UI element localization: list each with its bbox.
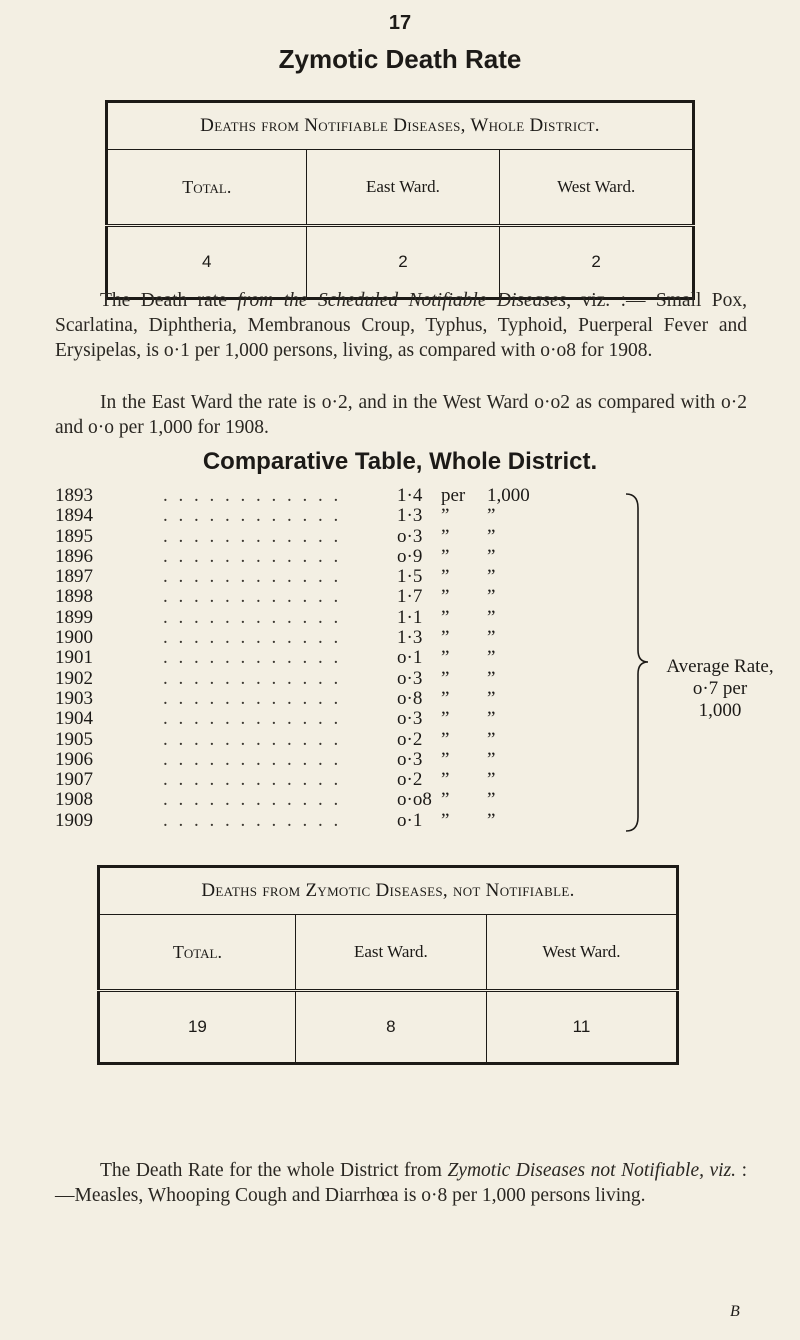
comparative-per: ” [441, 606, 450, 628]
comparative-rate: o·2 [397, 769, 423, 791]
comparative-dots: . . . . . . . . . . . . [163, 525, 342, 547]
average-rate-unit: 1,000 [698, 700, 742, 721]
comparative-year: 1904 [55, 708, 93, 730]
comparative-rate: o·1 [397, 809, 423, 831]
comparative-unit: ” [487, 809, 496, 831]
comparative-per: ” [441, 769, 450, 791]
paragraph-notifiable-rate [55, 288, 747, 363]
comparative-row [55, 567, 575, 587]
comparative-unit: ” [487, 566, 496, 588]
comparative-table-title: Comparative Table, Whole District. [202, 448, 598, 475]
comparative-year: 1905 [55, 728, 93, 750]
comparative-dots: . . . . . . . . . . . . [163, 606, 342, 628]
comparative-unit: ” [487, 728, 496, 750]
comparative-per: ” [441, 789, 450, 811]
comparative-per: ” [441, 748, 450, 770]
comparative-year: 1893 [55, 485, 93, 506]
comparative-per: ” [441, 505, 450, 527]
comparative-unit: ” [487, 627, 496, 649]
comparative-year: 1906 [55, 748, 93, 770]
comparative-per: ” [441, 809, 450, 831]
comparative-year: 1907 [55, 769, 93, 791]
comparative-unit: ” [487, 789, 496, 811]
zymotic-col-total: Total. [99, 915, 296, 991]
notifiable-val-east: 2 [306, 226, 500, 299]
comparative-per: ” [441, 566, 450, 588]
comparative-unit: ” [487, 606, 496, 628]
comparative-rate: 1·1 [397, 606, 423, 628]
comparative-row [55, 730, 575, 750]
comparative-dots: . . . . . . . . . . . . [163, 748, 342, 770]
comparative-rate: o·o8 [397, 789, 432, 811]
para3-lead: The Death Rate for the whole District from [100, 1160, 448, 1181]
paragraph-ward-rates: In the East Ward the rate is o·2, and in the West Ward o·o2 as compared with o·2 and o·o per 1,000 for 1908. [55, 392, 747, 438]
comparative-unit: ” [487, 647, 496, 669]
comparative-row [55, 770, 575, 790]
comparative-row [55, 790, 575, 810]
comparative-unit: ” [487, 586, 496, 608]
comparative-year: 1896 [55, 545, 93, 567]
comparative-dots: . . . . . . . . . . . . [163, 687, 342, 709]
comparative-rate: 1·5 [397, 566, 423, 588]
comparative-rate: o·3 [397, 748, 423, 770]
comparative-unit: ” [487, 708, 496, 730]
comparative-rate: o·9 [397, 545, 423, 567]
comparative-per: ” [441, 525, 450, 547]
comparative-unit: ” [487, 769, 496, 791]
comparative-row [55, 486, 575, 506]
para1-lead: The Death rate [100, 290, 238, 311]
comparative-row [55, 506, 575, 526]
para3-rest: :—Measles, Whooping Cough and Diarrhœa is o·8 per 1,000 persons living. [55, 1160, 747, 1206]
comparative-per: ” [441, 708, 450, 730]
page-number: 17 [388, 12, 412, 34]
comparative-row [55, 709, 575, 729]
comparative-per: ” [441, 545, 450, 567]
paragraph-zymotic-rate [55, 1158, 747, 1208]
comparative-per: per [441, 485, 466, 506]
comparative-year: 1900 [55, 627, 93, 649]
comparative-row [55, 587, 575, 607]
comparative-per: ” [441, 667, 450, 689]
comparative-year: 1908 [55, 789, 93, 811]
comparative-unit: 1,000 [487, 485, 530, 506]
comparative-dots: . . . . . . . . . . . . [163, 505, 342, 527]
comparative-row [55, 669, 575, 689]
comparative-per: ” [441, 647, 450, 669]
para1-rest: , viz. :— Small Pox, Scarlatina, Diphtheria, Membranous Croup, Typhus, Typhoid, Puerperal Fever and Erysipelas, is o·1 per 1,000 persons, living, as compared with o·o8 for 1908. [55, 290, 747, 361]
comparative-dots: . . . . . . . . . . . . [163, 728, 342, 750]
zymotic-val-total: 19 [99, 991, 296, 1064]
zymotic-deaths-table [97, 865, 679, 1065]
comparative-rate: o·3 [397, 525, 423, 547]
comparative-rate: o·8 [397, 687, 423, 709]
zymotic-val-west: 11 [486, 991, 677, 1064]
comparative-unit: ” [487, 687, 496, 709]
para1-italic: from the Scheduled Notifiable Diseases [237, 290, 567, 311]
comparative-year: 1903 [55, 687, 93, 709]
comparative-rate: o·2 [397, 728, 423, 750]
notifiable-table-heading: Deaths from Notifiable Diseases, Whole District. [107, 102, 694, 150]
comparative-year: 1895 [55, 525, 93, 547]
comparative-rate: o·3 [397, 708, 423, 730]
zymotic-col-east: East Ward. [295, 915, 486, 991]
comparative-year: 1902 [55, 667, 93, 689]
comparative-row [55, 608, 575, 628]
comparative-rate: 1·3 [397, 627, 423, 649]
comparative-unit: ” [487, 525, 496, 547]
comparative-dots: . . . . . . . . . . . . [163, 667, 342, 689]
notifiable-val-total: 4 [107, 226, 307, 299]
average-rate-label: Average Rate, [666, 656, 774, 677]
average-rate-note [640, 656, 800, 722]
comparative-row [55, 750, 575, 770]
zymotic-val-east: 8 [295, 991, 486, 1064]
notifiable-col-west: West Ward. [500, 150, 694, 226]
comparative-dots: . . . . . . . . . . . . [163, 708, 342, 730]
comparative-unit: ” [487, 667, 496, 689]
zymotic-table-heading: Deaths from Zymotic Diseases, not Notifiable. [99, 867, 678, 915]
comparative-dots: . . . . . . . . . . . . [163, 647, 342, 669]
comparative-year: 1899 [55, 606, 93, 628]
comparative-dots: . . . . . . . . . . . . [163, 566, 342, 588]
comparative-row [55, 689, 575, 709]
notifiable-val-west: 2 [500, 226, 694, 299]
comparative-per: ” [441, 586, 450, 608]
comparative-row [55, 547, 575, 567]
comparative-rate: 1·3 [397, 505, 423, 527]
comparative-row [55, 527, 575, 547]
comparative-per: ” [441, 627, 450, 649]
comparative-dots: . . . . . . . . . . . . [163, 586, 342, 608]
comparative-dots: . . . . . . . . . . . . [163, 809, 342, 831]
comparative-row [55, 628, 575, 648]
comparative-dots: . . . . . . . . . . . . [163, 545, 342, 567]
comparative-year: 1898 [55, 586, 93, 608]
notifiable-deaths-table [105, 100, 695, 300]
comparative-year: 1909 [55, 809, 93, 831]
signature-mark: B [730, 1303, 740, 1320]
comparative-unit: ” [487, 545, 496, 567]
page-title: Zymotic Death Rate [278, 44, 522, 74]
para3-italic: Zymotic Diseases not Notifiable, viz. [447, 1160, 737, 1181]
comparative-per: ” [441, 728, 450, 750]
comparative-rate: 1·7 [397, 586, 423, 608]
comparative-year: 1897 [55, 566, 93, 588]
comparative-row [55, 811, 575, 831]
comparative-unit: ” [487, 748, 496, 770]
comparative-table [55, 486, 575, 831]
comparative-dots: . . . . . . . . . . . . [163, 627, 342, 649]
comparative-per: ” [441, 687, 450, 709]
comparative-dots: . . . . . . . . . . . . [163, 769, 342, 791]
comparative-unit: ” [487, 505, 496, 527]
notifiable-col-total: Total. [107, 150, 307, 226]
comparative-year: 1894 [55, 505, 93, 527]
comparative-row [55, 648, 575, 668]
comparative-rate: o·1 [397, 647, 423, 669]
comparative-year: 1901 [55, 647, 93, 669]
comparative-dots: . . . . . . . . . . . . [163, 485, 342, 506]
average-rate-value: o·7 per [692, 678, 748, 699]
notifiable-col-east: East Ward. [306, 150, 500, 226]
comparative-rate: 1·4 [397, 485, 423, 506]
zymotic-col-west: West Ward. [486, 915, 677, 991]
comparative-rate: o·3 [397, 667, 423, 689]
comparative-dots: . . . . . . . . . . . . [163, 789, 342, 811]
